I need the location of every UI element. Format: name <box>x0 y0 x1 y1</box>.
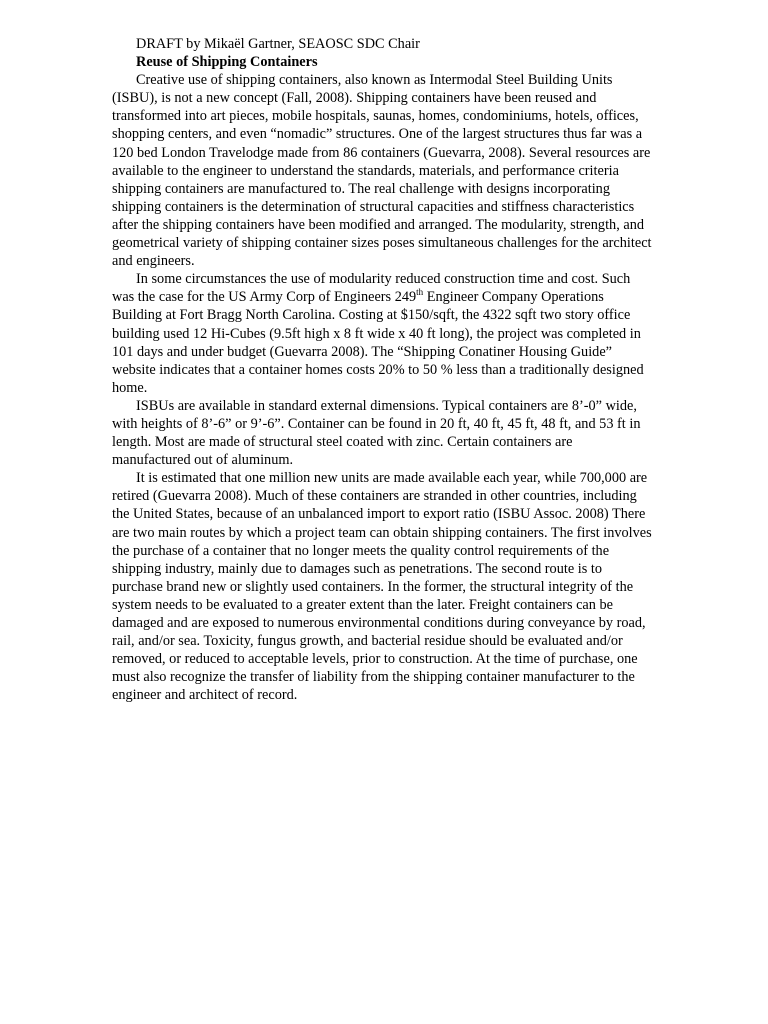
paragraph-availability: It is estimated that one million new units are made available each year, while 700,000 are retired (Guevarra 2008). Much of these containers are stranded in other countries, including the United States, because of an unbalanced import to export ratio (ISBU Assoc. 2008) There are two main routes by which a project team can obtain shipping containers. The first involves the purchase of a container that no longer meets the quality control requirements of the shipping industry, mainly due to damages such as penetrations. The second route is to purchase brand new or slightly used containers. In the former, the structural integrity of the system needs to be evaluated to a greater extent than the later. Freight containers can be damaged and are exposed to numerous environmental conditions during conveyance by road, rail, and/or sea. Toxicity, fungus growth, and bacterial residue should be evaluated and/or removed, or reduced to acceptable levels, prior to construction. At the time of purchase, one must also recognize the transfer of liability from the shipping container manufacturer to the engineer and architect of record. <box>112 470 652 704</box>
ordinal-superscript: th <box>416 287 424 298</box>
paragraph-modularity <box>112 270 654 397</box>
paragraph-modularity-text-a: In some circumstances the use of modularity reduced construction time and cost. Such was the case for the US Army Corp of Engineers 249 <box>112 271 631 306</box>
document-title: Reuse of Shipping Containers <box>136 54 318 71</box>
document-byline: DRAFT by Mikaël Gartner, SEAOSC SDC Chair <box>136 36 420 52</box>
document-page <box>112 35 654 704</box>
paragraph-intro: Creative use of shipping containers, also known as Intermodal Steel Building Units (ISBU), is not a new concept (Fall, 2008). Shipping containers have been reused and transformed into art pieces, mobile hospitals, saunas, homes, condominiums, hotels, offices, shopping centers, and even “nomadic” structures. One of the largest structures thus far was a 120 bed London Travelodge made from 86 containers (Guevarra, 2008). Several resources are available to the engineer to understand the standards, materials, and performance criteria shipping containers are manufactured to. The real challenge with designs incorporating shipping containers is the determination of structural capacities and stiffness characteristics after the shipping containers have been modified and arranged. The modularity, strength, and geometrical variety of shipping container sizes poses simultaneous challenges for the architect and engineers. <box>112 72 652 270</box>
paragraph-modularity-text-b: Engineer Company Operations Building at Fort Bragg North Carolina. Costing at $150/sqft, the 4322 sqft two story office building used 12 Hi-Cubes (9.5ft high x 8 ft wide x 40 ft long), the project was completed in 101 days and under budget (Guevarra 2008). The “Shipping Conatiner Housing Guide” website indicates that a container homes costs 20% to 50 % less than a traditionally designed home. <box>112 289 644 396</box>
paragraph-dimensions: ISBUs are available in standard external dimensions. Typical containers are 8’-0” wide, with heights of 8’-6” or 9’-6”. Container can be found in 20 ft, 40 ft, 45 ft, 48 ft, and 53 ft in length. Most are made of structural steel coated with zinc. Certain containers are manufactured out of aluminum. <box>112 397 641 469</box>
